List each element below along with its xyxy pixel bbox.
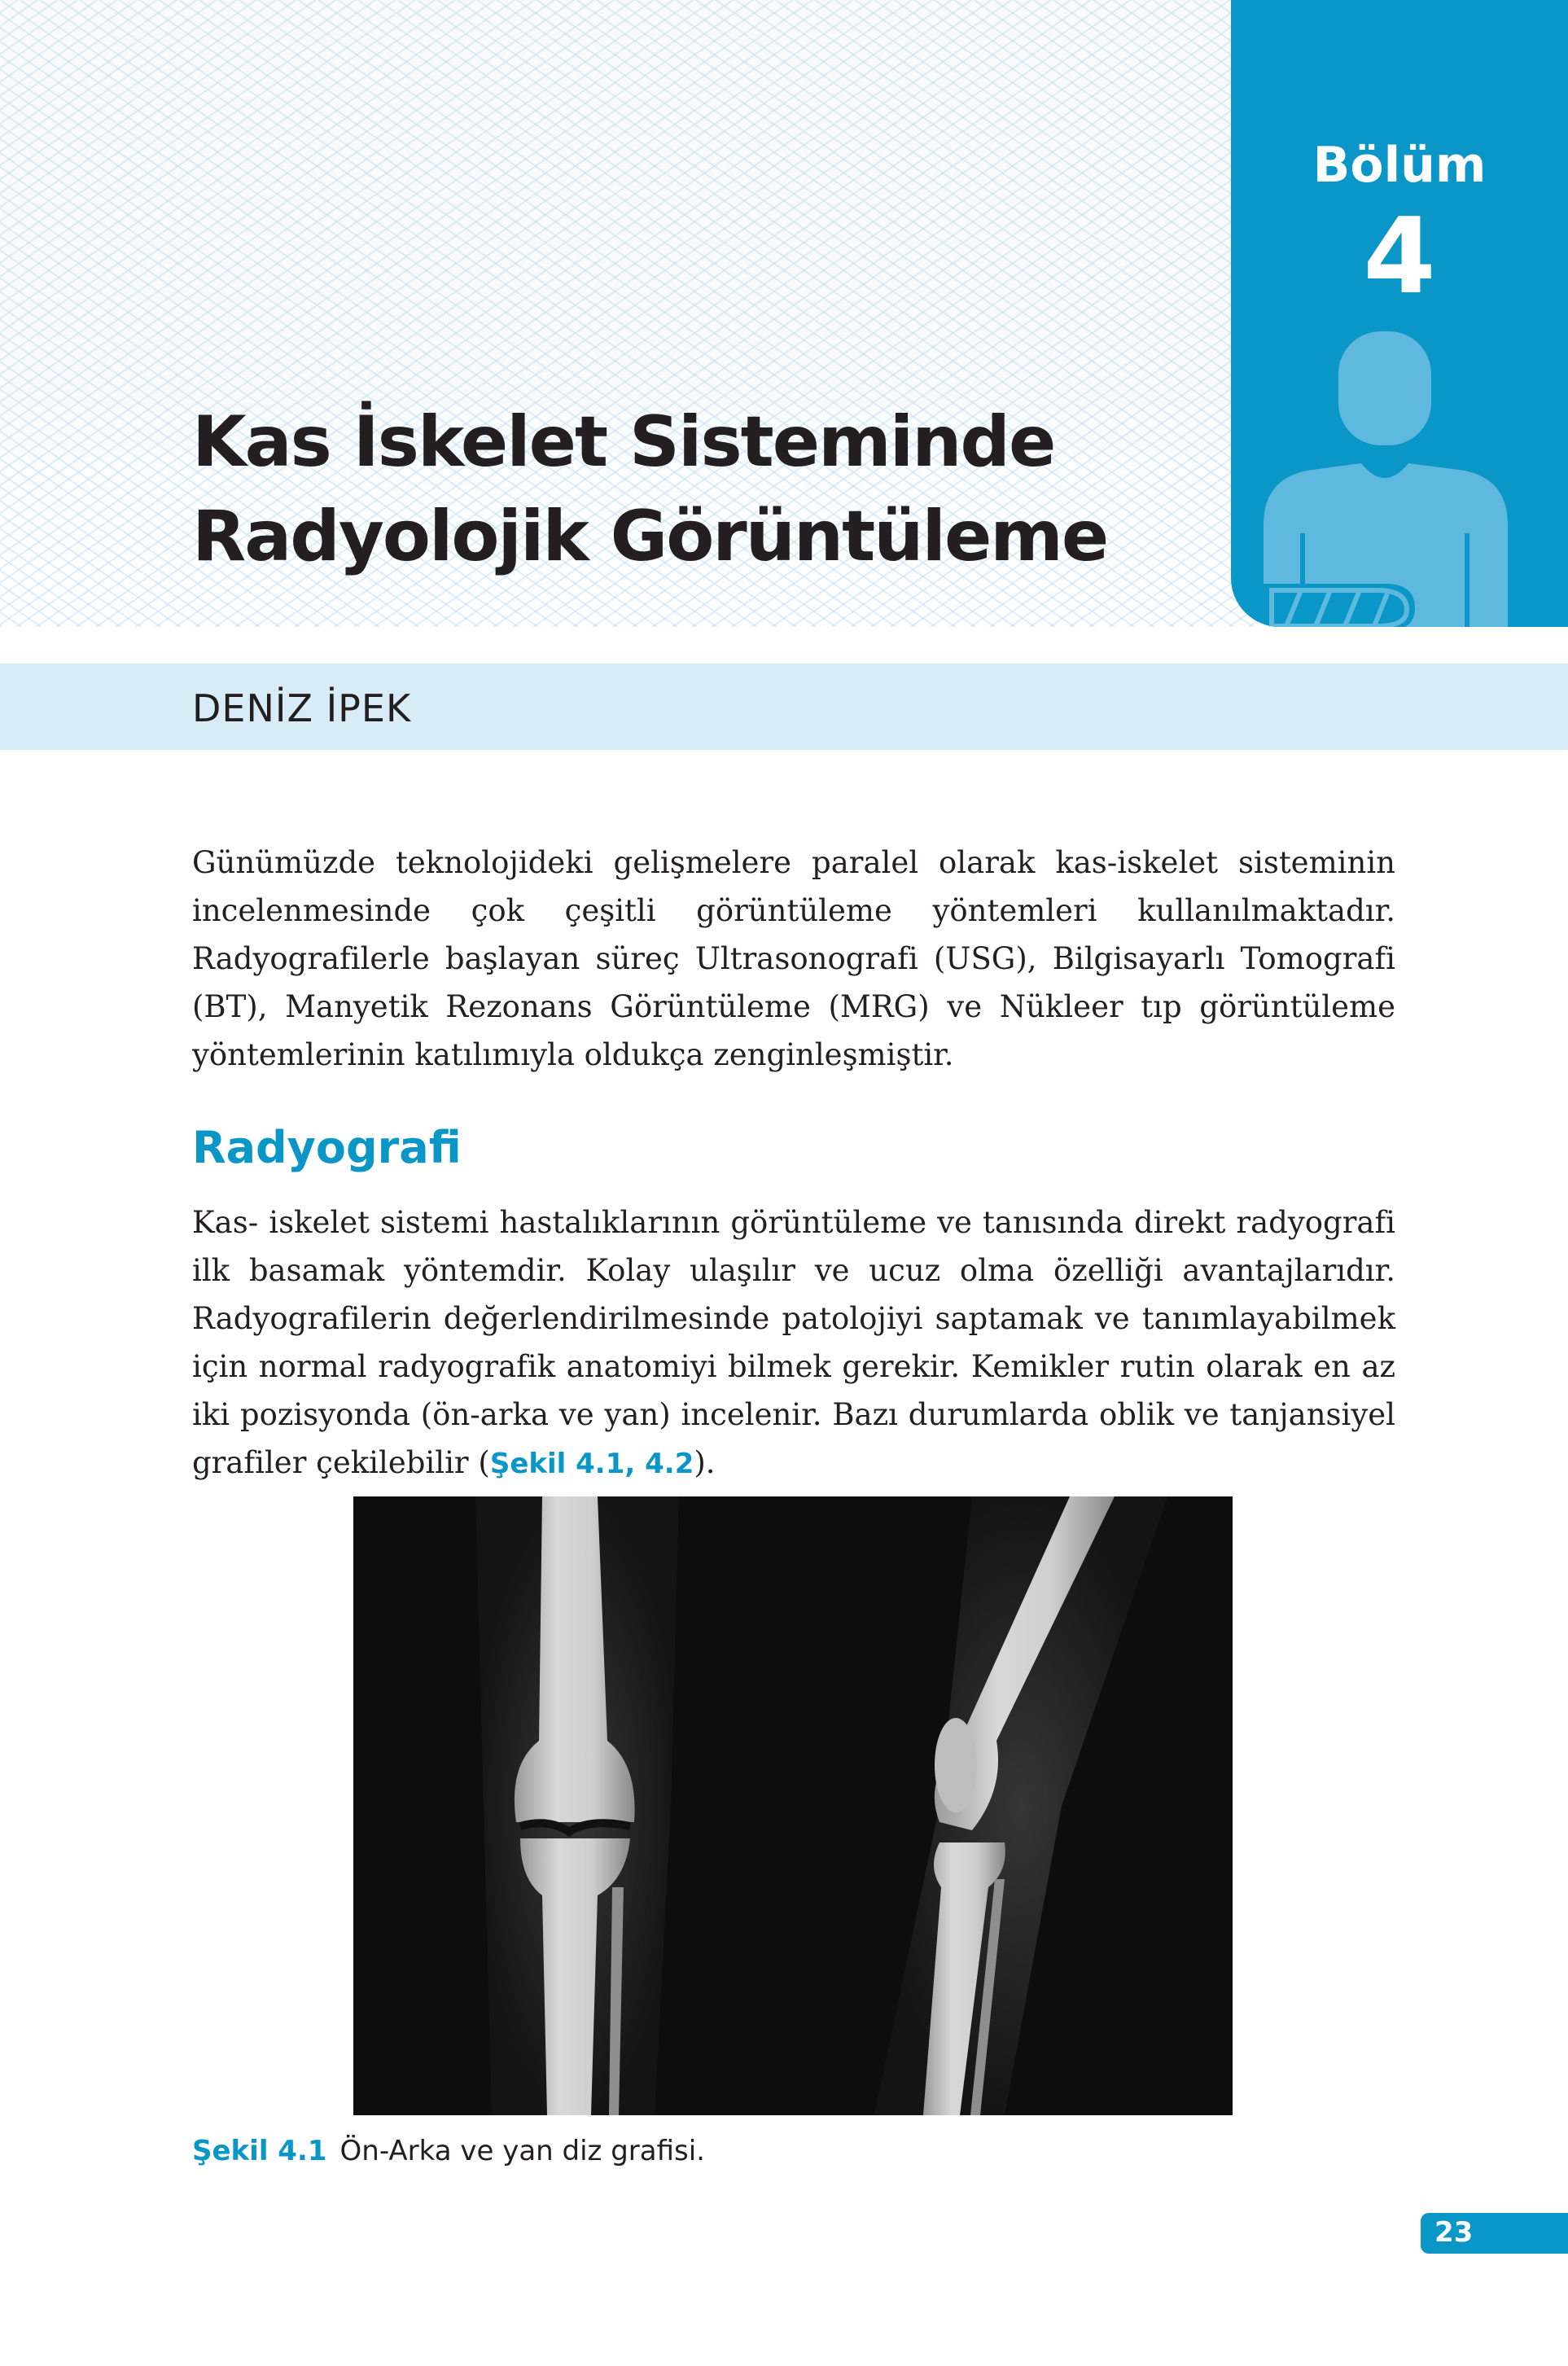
figure-reference-link[interactable]: Şekil 4.1, 4.2 (489, 1448, 694, 1480)
chapter-title-line-2: Radyolojik Görüntüleme (192, 496, 1108, 577)
page-number: 23 (1434, 2216, 1474, 2249)
section-body-text: Kas- iskelet sistemi hastalıklarının görüntüleme ve tanısında direkt radyografi ilk basamak yöntemdir. Kolay ulaşılır ve ucuz olma özelliği avantajlarıdır. Radyografilerin değerlendirilmesinde patolojiyi saptamak ve tanımlayabilmek için normal radyografik anatomiyi bilmek gerekir. Kemikler rutin olarak en az iki pozisyonda (ön-arka ve yan) incelenir. Bazı durumlarda oblik ve tanjansiyel grafiler çekilebilir (192, 1205, 1395, 1480)
chapter-box (1231, 0, 1568, 627)
section-heading: Radyografi (192, 1122, 462, 1173)
intro-paragraph: Günümüzde teknolojideki gelişmelere paralel olarak kas-iskelet sisteminin incelenmesinde çok çeşitli görüntüleme yöntemleri kullanılmaktadır. Radyografilerle başlayan süreç Ultrasonografi (USG), Bilgisayarlı Tomografi (BT), Manyetik Rezonans Görüntüleme (MRG) ve Nükleer tıp görüntüleme yöntemlerinin katılımıyla oldukça zenginleşmiştir. (192, 845, 1395, 1072)
ref-close: ). (694, 1445, 716, 1480)
chapter-number: 4 (1363, 196, 1436, 318)
section-paragraph (192, 1198, 1395, 1488)
figure-caption-text: Ön-Arka ve yan diz grafisi. (339, 2135, 705, 2167)
figure-label: Şekil 4.1 (192, 2135, 327, 2167)
ref-open: ( (478, 1445, 490, 1480)
chapter-label: Bölüm (1312, 137, 1487, 194)
knee-xray-image (353, 1496, 1233, 2115)
author-name: DENİZ İPEK (192, 686, 412, 730)
figure-caption (192, 2135, 705, 2167)
chapter-title-line-1: Kas İskelet Sisteminde (192, 401, 1055, 483)
patient-with-arm-cast-icon (1264, 322, 1540, 627)
chapter-title (192, 395, 1210, 584)
